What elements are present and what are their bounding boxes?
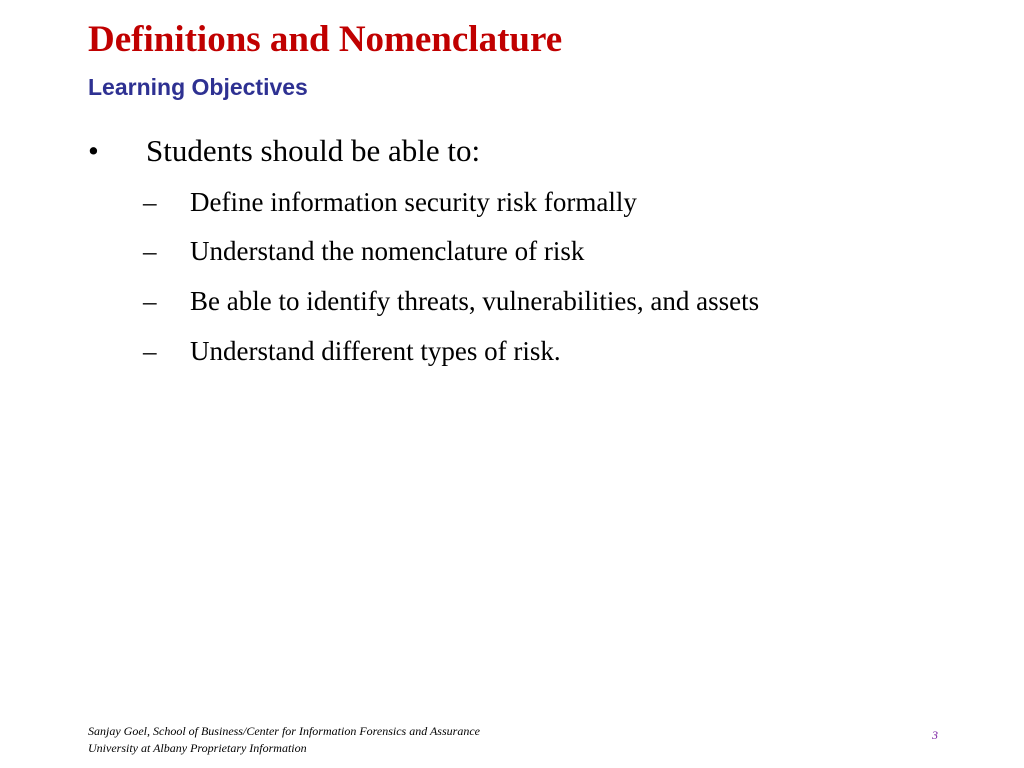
dash-marker: – <box>143 286 157 316</box>
slide-footer <box>88 723 480 757</box>
footer-author-line: Sanjay Goel, School of Business/Center for Information Forensics and Assurance <box>88 724 480 738</box>
footer-proprietary-line: University at Albany Proprietary Information <box>88 741 307 755</box>
dash-marker: – <box>143 336 157 366</box>
slide-title: Definitions and Nomenclature <box>88 19 563 60</box>
sub-bullet-text: Be able to identify threats, vulnerabilities, and assets <box>190 286 760 316</box>
sub-bullet-text: Define information security risk formally <box>190 187 637 217</box>
sub-bullet-text: Understand different types of risk. <box>190 336 561 366</box>
dash-marker: – <box>143 187 157 217</box>
sub-bullet-text: Understand the nomenclature of risk <box>190 236 585 266</box>
page-number: 3 <box>932 728 938 742</box>
dash-marker: – <box>143 236 157 266</box>
bullet-marker: • <box>88 133 99 168</box>
slide-subtitle: Learning Objectives <box>88 74 308 100</box>
bullet-text: Students should be able to: <box>146 133 481 168</box>
